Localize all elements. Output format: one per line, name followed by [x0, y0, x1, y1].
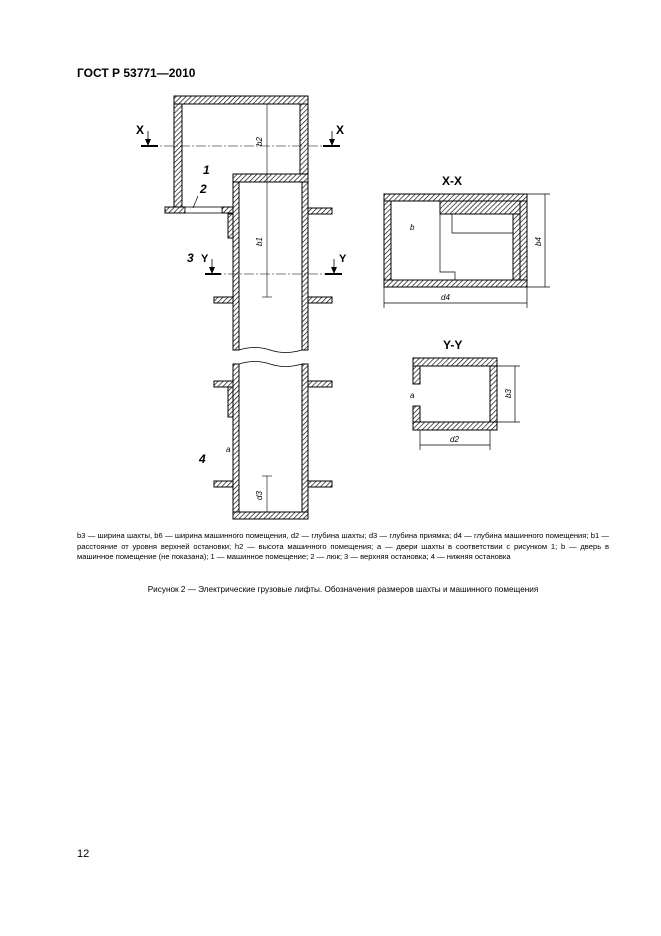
x-arrow-right	[329, 139, 335, 146]
callout-4: 4	[199, 452, 206, 466]
shaft-roof	[233, 174, 308, 182]
x-arrow-left	[145, 139, 151, 146]
y-arrow-right	[331, 267, 337, 274]
shaft-lower-left-wall	[233, 364, 239, 512]
dim-label-d2: d2	[450, 435, 459, 444]
label-a-main: a	[226, 445, 231, 454]
lower-door-jamb	[228, 387, 233, 417]
dim-label-b3: b3	[504, 389, 513, 398]
figure-caption: Рисунок 2 — Электрические грузовые лифты. Обозначения размеров шахты и машинного помещения	[147, 585, 539, 594]
machine-room-left-wall	[174, 104, 182, 207]
marker-y-right: Y	[339, 253, 347, 265]
dim-label-b2: b2	[255, 137, 264, 146]
upper-landing-slab-right	[308, 208, 332, 214]
hatch-leader	[193, 196, 198, 208]
section-yy-title: Y-Y	[443, 338, 463, 352]
section-xx-title: X-X	[442, 174, 463, 188]
pit-floor	[233, 512, 308, 519]
section-xx	[384, 194, 527, 287]
xx-inner-step	[440, 214, 455, 280]
figure-legend: b3 — ширина шахты, b6 — ширина машинного помещения, d2 — глубина шахты; d3 — глубина приямка; d4 — глубина машинного помещения; b1 — расстояние от уровня верхней остановки; h2 — высота машинного помещения; a — двери шахты в соответствии с рисунком 1; b — дверь в машинное помещение (не показана); 1 — машинное помещение; 2 — люк; 3 — верхняя остановка; 4 — нижняя остановка	[77, 531, 609, 561]
shaft-upper-left-wall	[233, 182, 239, 350]
callout-3: 3	[187, 251, 194, 265]
y-arrow-left	[209, 267, 215, 274]
break-line-top	[239, 348, 302, 353]
hatch-opening	[185, 207, 222, 213]
main-section	[165, 96, 332, 519]
stop-slab-left	[214, 297, 233, 303]
callout-2: 2	[200, 182, 207, 196]
shaft-upper-right-wall	[302, 182, 308, 350]
section-yy	[413, 358, 497, 430]
lower-slab-right-a	[308, 381, 332, 387]
marker-x-right: X	[336, 123, 345, 137]
dim-label-d4: d4	[441, 293, 450, 302]
label-b-xx: b	[410, 223, 415, 232]
shaft-lower-right-wall	[302, 364, 308, 512]
document-header: ГОСТ Р 53771—2010	[77, 66, 196, 80]
lower-slab-left-a	[214, 381, 233, 387]
machine-room-roof	[174, 96, 308, 104]
marker-x-left: X	[136, 123, 145, 137]
machine-room-floor-left	[165, 207, 185, 213]
machine-room-right-wall	[300, 104, 308, 174]
callout-1: 1	[203, 163, 210, 177]
dim-label-b4: b4	[534, 237, 543, 246]
label-a-yy: a	[410, 391, 415, 400]
break-line-bottom	[239, 362, 302, 367]
marker-y-left: Y	[201, 253, 209, 265]
upper-door-jamb	[228, 214, 233, 238]
lower-slab-left-b	[214, 481, 233, 487]
stop-slab-right	[308, 297, 332, 303]
dim-label-b1: b1	[255, 237, 264, 246]
dim-label-d3: d3	[255, 491, 264, 500]
lower-slab-right-b	[308, 481, 332, 487]
page-number: 12	[77, 848, 90, 860]
